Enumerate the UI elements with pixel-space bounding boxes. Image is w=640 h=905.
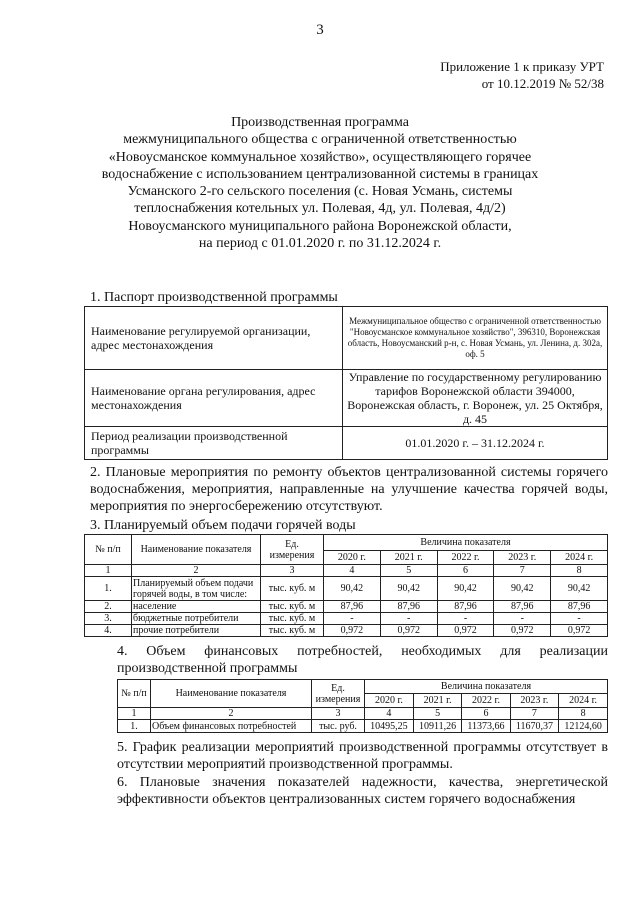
row-value: 0,972: [380, 625, 437, 637]
col-header-year: 2021 г.: [380, 551, 437, 565]
appendix-line-2: от 10.12.2019 № 52/38: [481, 76, 604, 91]
index-cell: 3: [261, 565, 324, 577]
index-cell: 6: [437, 565, 494, 577]
row-value: -: [380, 613, 437, 625]
passport-table: [84, 306, 608, 460]
row-value: 11373,66: [462, 720, 510, 733]
passport-value: Межмуниципальное общество с ограниченной ответственностью "Новоусманское коммунальное хозяйство", 396310, Воронежская область, Новоусманский р-н, с. Новая Усмань, ул. Ленина, д. 302а, оф. 5: [343, 307, 608, 370]
col-header-name: Наименование показателя: [132, 535, 261, 565]
row-value: -: [324, 613, 381, 625]
passport-label: Наименование органа регулирования, адрес местонахождения: [85, 370, 343, 427]
row-unit: тыс. куб. м: [261, 625, 324, 637]
row-name: Объем финансовых потребностей: [151, 720, 312, 733]
index-cell: 6: [462, 708, 510, 720]
row-name: бюджетные потребители: [132, 613, 261, 625]
row-unit: тыс. куб. м: [261, 613, 324, 625]
col-header-year: 2021 г.: [413, 694, 461, 708]
row-value: 0,972: [494, 625, 551, 637]
section5-text: 5. График реализации мероприятий производственной программы отсутствует в отсутствии мероприятий производственной программы.: [117, 740, 608, 772]
row-value: 0,972: [437, 625, 494, 637]
index-cell: 8: [551, 565, 608, 577]
passport-value: 01.01.2020 г. – 31.12.2024 г.: [343, 427, 608, 460]
row-num: 4.: [85, 625, 132, 637]
row-name: население: [132, 601, 261, 613]
col-header-year: 2023 г.: [510, 694, 558, 708]
document-title: [80, 114, 560, 252]
row-value: 90,42: [437, 577, 494, 601]
title-line: водоснабжение с использованием централизованной системы в границах: [101, 166, 539, 182]
index-cell: 3: [312, 708, 365, 720]
title-line: Усманского 2-го сельского поселения (с. Новая Усмань, системы: [127, 184, 513, 200]
index-cell: 5: [380, 565, 437, 577]
row-value: 90,42: [494, 577, 551, 601]
row-value: 87,96: [380, 601, 437, 613]
passport-value: Управление по государственному регулированию тарифов Воронежской области 394000, Воронежская область, г. Воронеж, ул. 25 Октября, д. 45: [343, 370, 608, 427]
financial-needs-table: [117, 679, 608, 733]
col-header-value-group: Величина показателя: [365, 680, 608, 694]
col-header-name: Наименование показателя: [151, 680, 312, 708]
row-value: -: [551, 613, 608, 625]
index-row: [118, 708, 608, 720]
page-number: 3: [316, 22, 324, 38]
col-header-year: 2020 г.: [324, 551, 381, 565]
index-cell: 1: [118, 708, 151, 720]
row-value: 87,96: [494, 601, 551, 613]
section6-text: 6. Плановые значения показателей надежности, качества, энергетической эффективности объектов централизованных систем горячего водоснабжения: [117, 775, 608, 807]
passport-label: Наименование регулируемой организации, адрес местонахождения: [85, 307, 343, 370]
row-value: 90,42: [380, 577, 437, 601]
table-row: [85, 613, 608, 625]
table-row: [85, 601, 608, 613]
index-cell: 4: [365, 708, 414, 720]
row-value: 10495,25: [365, 720, 414, 733]
row-unit: тыс. руб.: [312, 720, 365, 733]
passport-label: Период реализации производственной программы: [85, 427, 343, 460]
section4-heading: 4. Объем финансовых потребностей, необходимых для реализации производственной программы: [117, 644, 608, 676]
index-cell: 5: [413, 708, 461, 720]
section2-text: 2. Плановые мероприятия по ремонту объектов централизованной системы горячего водоснабжения, мероприятия, направленные на улучшение качества горячей воды, мероприятия по энергосбережению отсутствуют.: [90, 465, 608, 514]
index-cell: 8: [559, 708, 608, 720]
row-num: 1.: [85, 577, 132, 601]
title-line: на период с 01.01.2020 г. по 31.12.2024 г.: [198, 236, 442, 252]
row-value: 87,96: [324, 601, 381, 613]
index-cell: 7: [494, 565, 551, 577]
row-num: 2.: [85, 601, 132, 613]
row-value: -: [437, 613, 494, 625]
index-row: [85, 565, 608, 577]
title-line: межмуниципального общества с ограниченной ответственностью: [123, 132, 517, 148]
row-value: -: [494, 613, 551, 625]
table-row: [85, 577, 608, 601]
row-name: Планируемый объем подачи горячей воды, в том числе:: [132, 577, 261, 601]
row-value: 87,96: [551, 601, 608, 613]
col-header-unit: Ед. измерения: [261, 535, 324, 565]
col-header-year: 2024 г.: [559, 694, 608, 708]
water-volume-table: [84, 534, 608, 637]
col-header-year: 2024 г.: [551, 551, 608, 565]
row-value: 11670,37: [510, 720, 558, 733]
col-header-value-group: Величина показателя: [324, 535, 608, 551]
title-line: «Новоусманское коммунальное хозяйство», осуществляющего горячее: [108, 149, 532, 165]
col-header-year: 2022 г.: [437, 551, 494, 565]
title-line: Производственная программа: [231, 115, 409, 130]
row-value: 0,972: [324, 625, 381, 637]
index-cell: 4: [324, 565, 381, 577]
row-value: 90,42: [551, 577, 608, 601]
row-unit: тыс. куб. м: [261, 577, 324, 601]
col-header-year: 2023 г.: [494, 551, 551, 565]
table-row: [118, 720, 608, 733]
row-num: 1.: [118, 720, 151, 733]
row-value: 10911,26: [413, 720, 461, 733]
title-line: теплоснабжения котельных ул. Полевая, 4д, ул. Полевая, 4д/2): [134, 201, 506, 217]
col-header-year: 2020 г.: [365, 694, 414, 708]
row-value: 87,96: [437, 601, 494, 613]
row-unit: тыс. куб. м: [261, 601, 324, 613]
appendix-reference: [440, 58, 604, 92]
appendix-line-1: Приложение 1 к приказу УРТ: [440, 59, 604, 74]
passport-row: [85, 307, 608, 370]
col-header-year: 2022 г.: [462, 694, 510, 708]
col-header-unit: Ед. измерения: [312, 680, 365, 708]
section1-heading: 1. Паспорт производственной программы: [90, 290, 338, 305]
row-value: 12124,60: [559, 720, 608, 733]
passport-row: [85, 427, 608, 460]
passport-row: [85, 370, 608, 427]
row-num: 3.: [85, 613, 132, 625]
section3-heading: 3. Планируемый объем подачи горячей воды: [90, 518, 356, 533]
row-value: 0,972: [551, 625, 608, 637]
col-header-num: № п/п: [118, 680, 151, 708]
row-value: 90,42: [324, 577, 381, 601]
table-row: [85, 625, 608, 637]
index-cell: 7: [510, 708, 558, 720]
index-cell: 2: [151, 708, 312, 720]
title-line: Новоусманского муниципального района Воронежской области,: [128, 218, 512, 234]
col-header-num: № п/п: [85, 535, 132, 565]
index-cell: 2: [132, 565, 261, 577]
index-cell: 1: [85, 565, 132, 577]
row-name: прочие потребители: [132, 625, 261, 637]
